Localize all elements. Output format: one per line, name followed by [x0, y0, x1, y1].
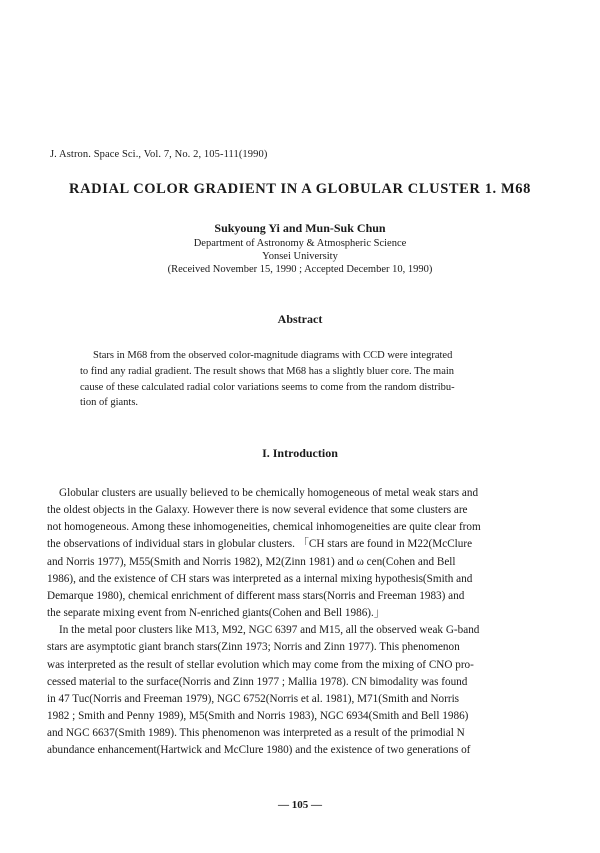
- abstract-text: [80, 348, 520, 411]
- introduction-heading: I. Introduction: [262, 446, 338, 460]
- abstract-heading: Abstract: [277, 312, 323, 326]
- affiliation-department: Department of Astronomy & Atmospheric Science: [193, 238, 407, 249]
- received-accepted-dates: (Received November 15, 1990 ; Accepted December 10, 1990): [167, 264, 433, 275]
- intro-line: cessed material to the surface(Norris and Zinn 1977 ; Mallia 1978). CN bimodality was found: [47, 675, 468, 688]
- intro-line: stars are asymptotic giant branch stars(Zinn 1973; Norris and Zinn 1977). This phenomenon: [47, 641, 460, 654]
- intro-line: abundance enhancement(Hartwick and McClure 1980) and the existence of two generations of: [47, 744, 471, 757]
- abstract-line: to find any radial gradient. The result shows that M68 has a slightly bluer core. The main: [80, 365, 455, 377]
- intro-line: not homogeneous. Among these inhomogeneities, chemical inhomogeneities are quite clear from: [47, 521, 481, 534]
- introduction-text: [47, 485, 517, 760]
- intro-line: the observations of individual stars in globular clusters. 「CH stars are found in M22(McClure: [47, 538, 473, 551]
- paper-title: RADIAL COLOR GRADIENT IN A GLOBULAR CLUSTER 1. M68: [69, 181, 531, 197]
- abstract-line: tion of giants.: [80, 397, 139, 409]
- page-number: — 105 —: [278, 799, 322, 811]
- intro-line: and NGC 6637(Smith 1989). This phenomenon was interpreted as a result of the primodial N: [47, 727, 465, 740]
- intro-line: 1986), and the existence of CH stars was interpreted as a internal mixing hypothesis(Smith and: [47, 572, 473, 585]
- intro-line: the separate mixing event from N-enriched giants(Cohen and Bell 1986).」: [47, 607, 386, 620]
- intro-line: Globular clusters are usually believed to be chemically homogeneous of metal weak stars and: [59, 487, 479, 499]
- abstract-line: cause of these calculated radial color variations seems to come from the random distribu-: [80, 381, 455, 393]
- abstract-line: Stars in M68 from the observed color-magnitude diagrams with CCD were integrated: [93, 350, 453, 361]
- intro-line: was interpreted as the result of stellar evolution which may come from the mixing of CNO pro-: [47, 658, 474, 671]
- affiliation-university: Yonsei University: [262, 251, 338, 262]
- intro-line: the oldest objects in the Galaxy. However there is now several evidence that some clusters are: [47, 504, 468, 517]
- authors: Sukyoung Yi and Mun-Suk Chun: [214, 221, 386, 235]
- intro-line: in 47 Tuc(Norris and Freeman 1979), NGC 6752(Norris et al. 1981), M71(Smith and Norris: [47, 692, 460, 705]
- intro-line: and Norris 1977), M55(Smith and Norris 1982), M2(Zinn 1981) and ω cen(Cohen and Bell: [47, 555, 456, 568]
- intro-line: Demarque 1980), chemical enrichment of different mass stars(Norris and Freeman 1983) and: [47, 589, 465, 602]
- intro-line: 1982 ; Smith and Penny 1989), M5(Smith and Norris 1983), NGC 6934(Smith and Bell 1986): [47, 710, 469, 723]
- intro-line: In the metal poor clusters like M13, M92, NGC 6397 and M15, all the observed weak G-band: [59, 624, 480, 637]
- journal-reference: J. Astron. Space Sci., Vol. 7, No. 2, 105-111(1990): [50, 149, 268, 160]
